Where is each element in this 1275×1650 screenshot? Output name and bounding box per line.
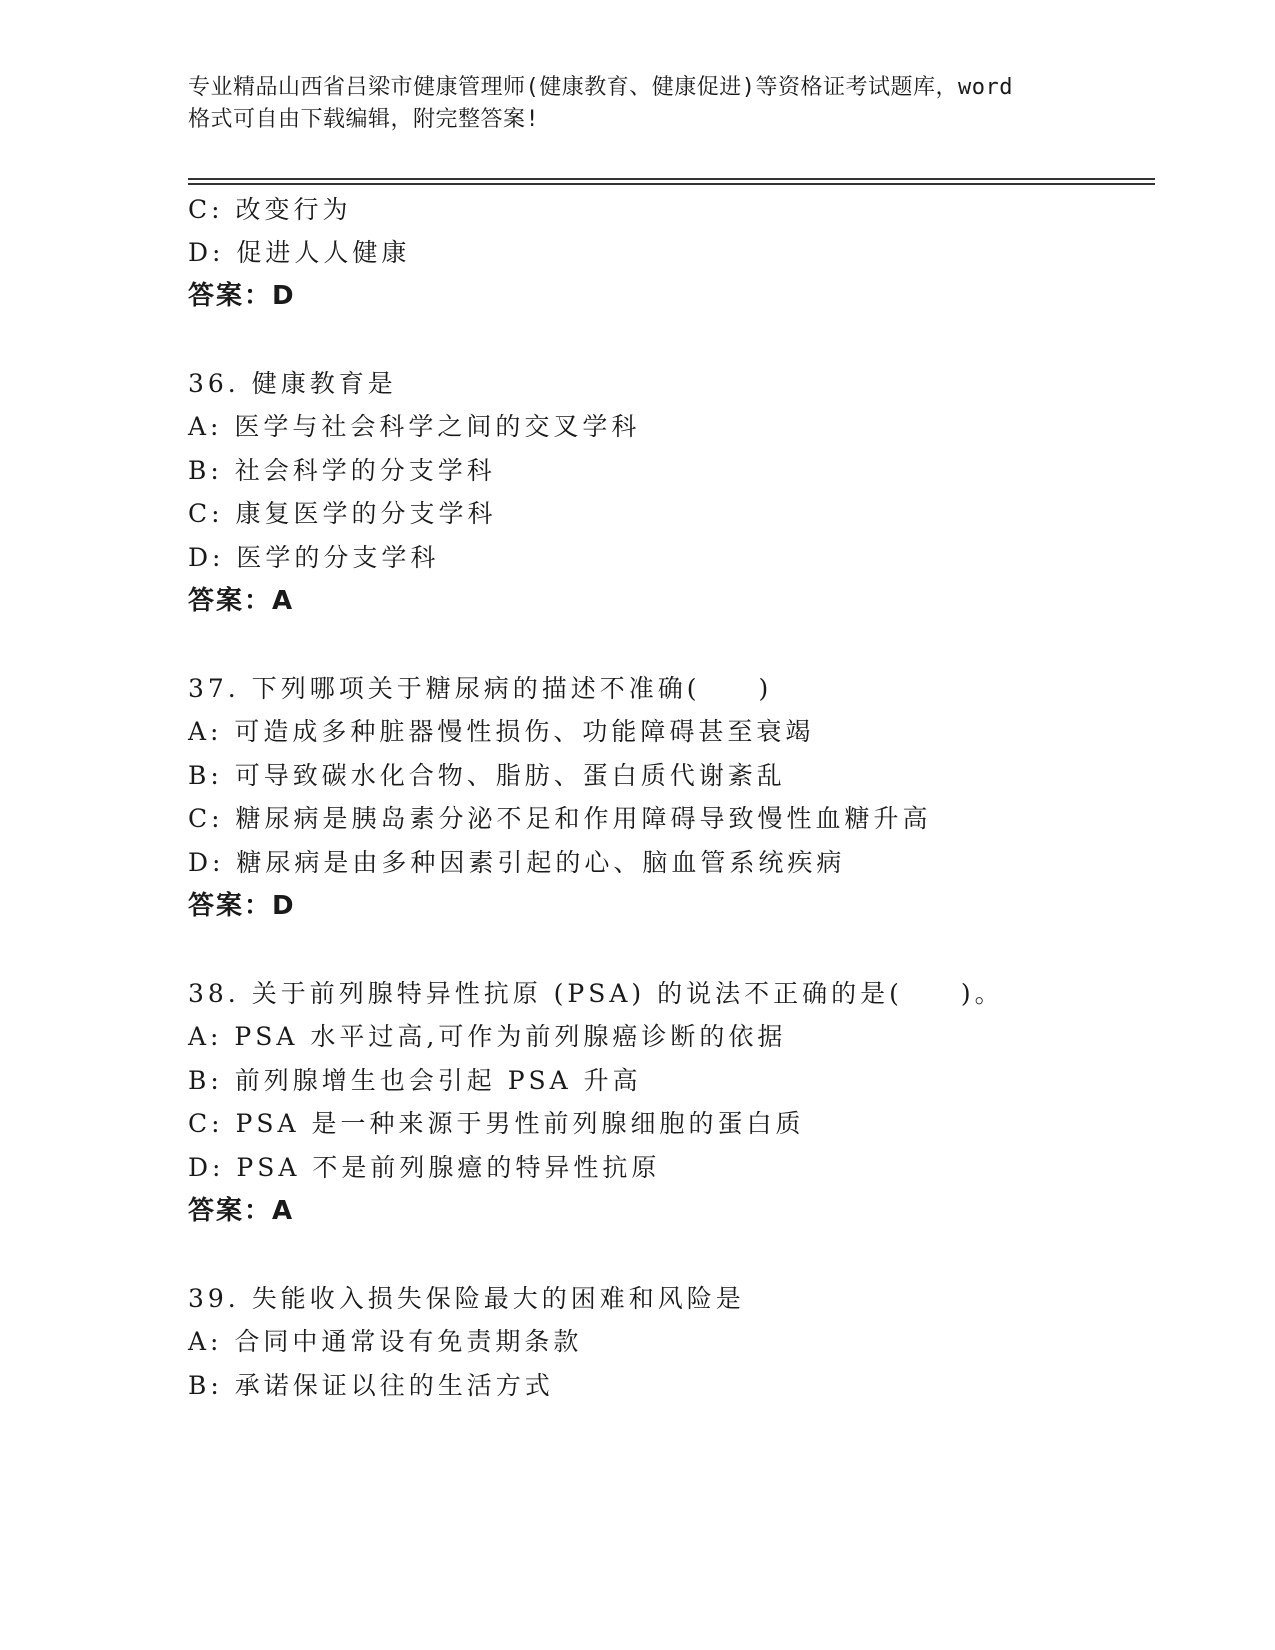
option-d-36: D: 医学的分支学科 xyxy=(188,543,440,572)
document-header xyxy=(188,72,1088,136)
option-a-37: A: 可造成多种脏器慢性损伤、功能障碍甚至衰竭 xyxy=(188,717,815,746)
option-c-38: C: PSA 是一种来源于男性前列腺细胞的蛋白质 xyxy=(188,1109,805,1138)
header-divider-top xyxy=(188,178,1155,180)
question-38: 38. 关于前列腺特异性抗原 (PSA) 的说法不正确的是( )。 xyxy=(188,979,1004,1008)
option-d-37: D: 糖尿病是由多种因素引起的心、脑血管系统疾病 xyxy=(188,848,846,877)
option-c-35: C: 改变行为 xyxy=(188,195,352,224)
option-b-39: B: 承诺保证以往的生活方式 xyxy=(188,1371,554,1400)
option-a-39: A: 合同中通常设有免责期条款 xyxy=(188,1327,583,1356)
question-37: 37. 下列哪项关于糖尿病的描述不准确( ) xyxy=(188,674,773,703)
answer-35: 答案：D xyxy=(188,281,296,311)
question-36: 36. 健康教育是 xyxy=(188,369,397,398)
option-a-38: A: PSA 水平过高,可作为前列腺癌诊断的依据 xyxy=(188,1022,787,1051)
option-d-35: D: 促进人人健康 xyxy=(188,238,411,267)
header-line-2: 格式可自由下载编辑，附完整答案! xyxy=(188,107,540,132)
answer-36: 答案：A xyxy=(188,586,295,616)
option-b-37: B: 可导致碳水化合物、脂肪、蛋白质代谢紊乱 xyxy=(188,761,786,790)
answer-38: 答案：A xyxy=(188,1196,295,1226)
question-39: 39. 失能收入损失保险最大的困难和风险是 xyxy=(188,1284,745,1313)
option-c-36: C: 康复医学的分支学科 xyxy=(188,499,497,528)
option-a-36: A: 医学与社会科学之间的交叉学科 xyxy=(188,412,641,441)
answer-37: 答案：D xyxy=(188,891,296,921)
option-b-36: B: 社会科学的分支学科 xyxy=(188,456,496,485)
header-line-1: 专业精品山西省吕梁市健康管理师(健康教育、健康促进)等资格证考试题库，word xyxy=(188,75,1013,100)
option-b-38: B: 前列腺增生也会引起 PSA 升高 xyxy=(188,1066,642,1095)
option-d-38: D: PSA 不是前列腺癔的特异性抗原 xyxy=(188,1153,661,1182)
header-divider-bottom xyxy=(188,183,1155,185)
option-c-37: C: 糖尿病是胰岛素分泌不足和作用障碍导致慢性血糖升高 xyxy=(188,804,932,833)
